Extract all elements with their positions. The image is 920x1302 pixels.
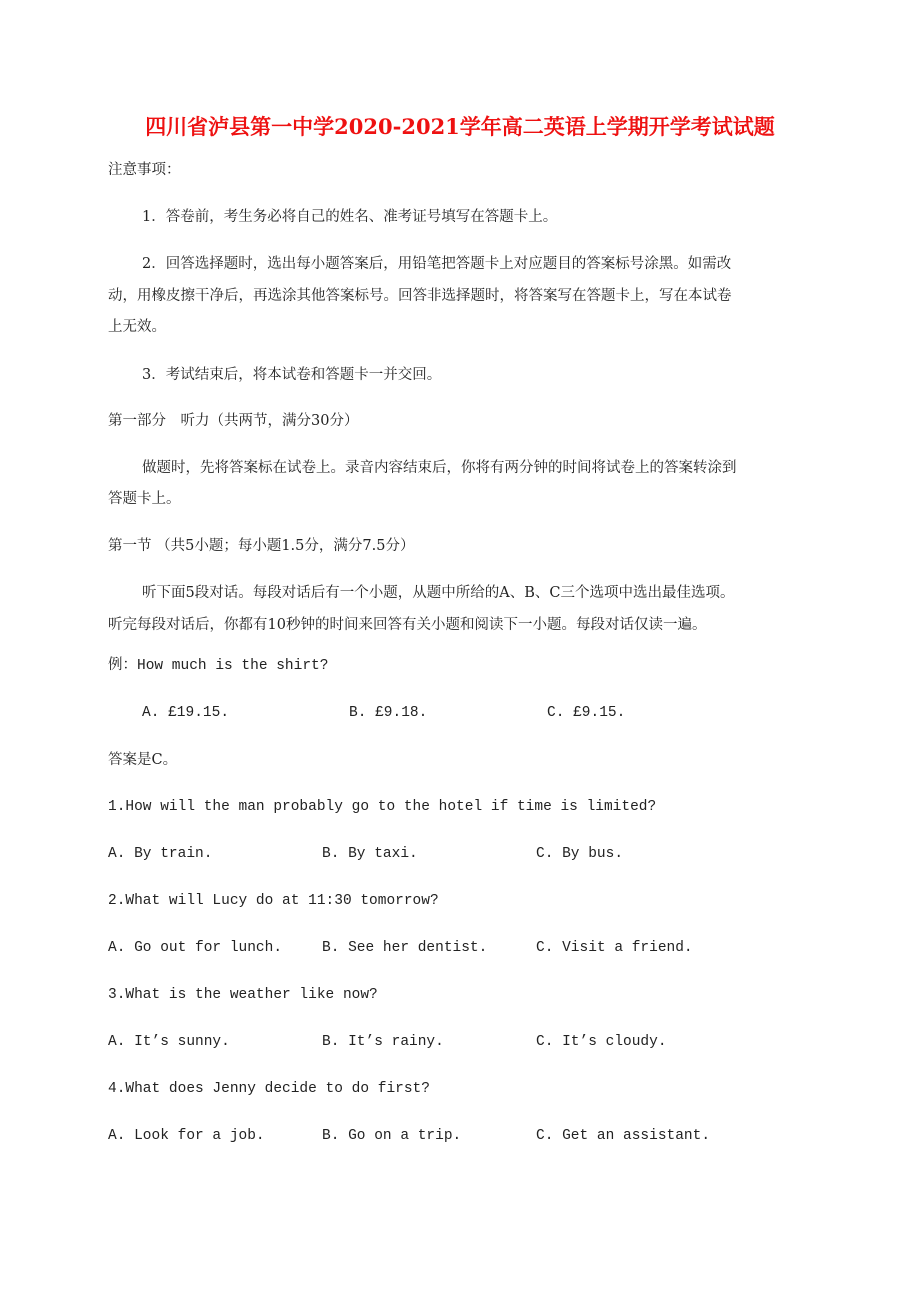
notice-heading: 注意事项： <box>108 162 181 178</box>
notice-item-1: 1．答卷前，考生务必将自己的姓名、准考证号填写在答题卡上。 <box>142 209 558 225</box>
question-2-option-a: A. Go out for lunch. <box>108 940 283 956</box>
document-title: 四川省泸县第一中学2020-2021学年高二英语上学期开学考试试题 <box>145 114 775 139</box>
question-3: 3.What is the weather like now? <box>108 987 378 1003</box>
notice-item-2-cont: 动，用橡皮擦干净后，再选涂其他答案标号。回答非选择题时，将答案写在答题卡上，写在本试卷 <box>108 288 732 304</box>
section1-instruction-2: 听完每段对话后，你都有10秒钟的时间来回答有关小题和阅读下一小题。每段对话仅读一遍。 <box>108 617 707 633</box>
notice-item-3: 3．考试结束后，将本试卷和答题卡一并交回。 <box>142 367 442 383</box>
question-1: 1.How will the man probably go to the hotel if time is limited? <box>108 799 657 815</box>
question-2-option-c: C. Visit a friend. <box>536 940 693 956</box>
part1-instruction-1: 做题时，先将答案标在试卷上。录音内容结束后，你将有两分钟的时间将试卷上的答案转涂到 <box>142 460 737 476</box>
example-option-b: B. £9.18. <box>349 705 428 721</box>
question-4-option-b: B. Go on a trip. <box>322 1128 462 1144</box>
notice-item-2-cont2: 上无效。 <box>108 319 166 335</box>
part1-instruction-2: 答题卡上。 <box>108 491 181 507</box>
example-answer: 答案是C。 <box>108 752 178 768</box>
question-4-option-a: A. Look for a job. <box>108 1128 265 1144</box>
question-3-option-b: B. It’s rainy. <box>322 1034 444 1050</box>
example-option-c: C. £9.15. <box>547 705 626 721</box>
example-option-a: A. £19.15. <box>142 705 230 721</box>
question-4: 4.What does Jenny decide to do first? <box>108 1081 430 1097</box>
notice-item-2: 2．回答选择题时，选出每小题答案后，用铅笔把答题卡上对应题目的答案标号涂黑。如需改 <box>142 256 732 272</box>
question-3-option-c: C. It’s cloudy. <box>536 1034 667 1050</box>
section1-instruction-1: 听下面5段对话。每段对话后有一个小题，从题中所给的A、B、C三个选项中选出最佳选项。 <box>142 585 735 601</box>
question-4-option-c: C. Get an assistant. <box>536 1128 711 1144</box>
question-1-option-a: A. By train. <box>108 846 213 862</box>
part1-heading: 第一部分 听力（共两节，满分30分） <box>108 413 359 429</box>
question-1-option-c: C. By bus. <box>536 846 624 862</box>
question-3-option-a: A. It’s sunny. <box>108 1034 230 1050</box>
question-2: 2.What will Lucy do at 11:30 tomorrow? <box>108 893 439 909</box>
question-2-option-b: B. See her dentist. <box>322 940 488 956</box>
question-1-option-b: B. By taxi. <box>322 846 418 862</box>
section1-heading: 第一节 （共5小题；每小题1.5分，满分7.5分） <box>108 538 415 554</box>
example-question: 例：How much is the shirt? <box>108 658 329 674</box>
